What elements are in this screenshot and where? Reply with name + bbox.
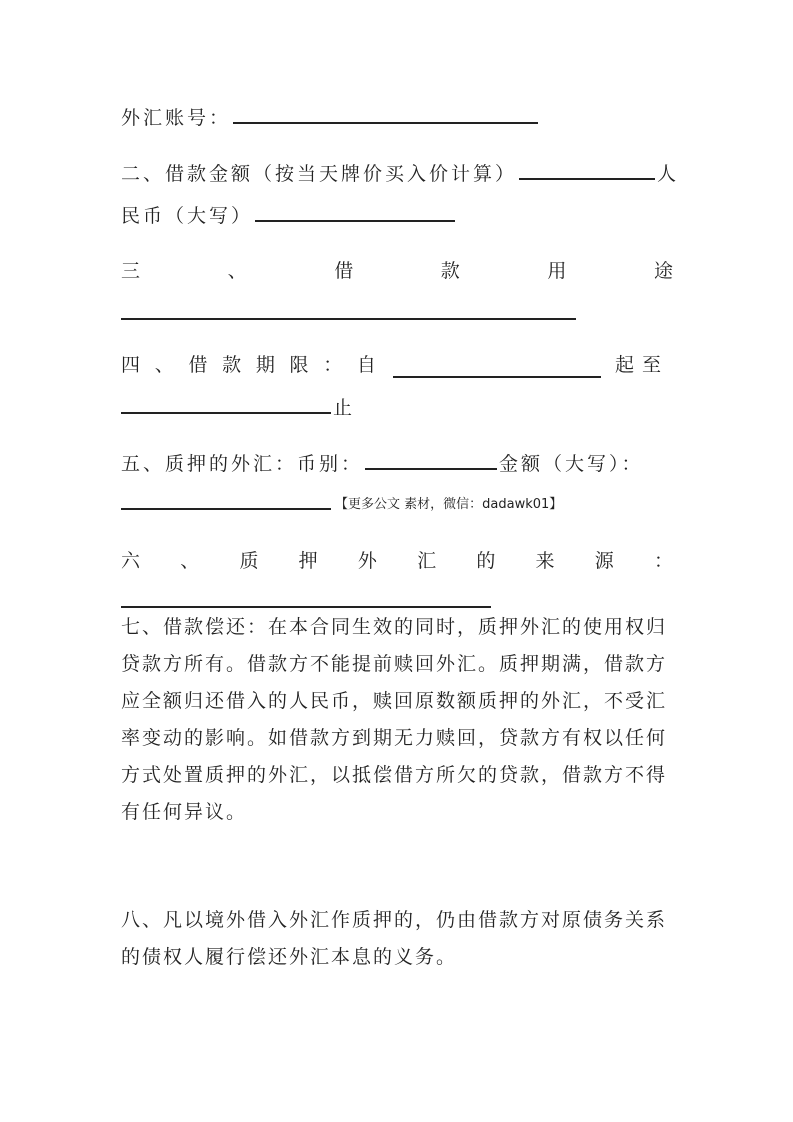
purpose-line xyxy=(121,258,673,284)
source-char: 的 xyxy=(476,550,496,572)
term-label xyxy=(121,352,379,378)
amount-rmb-blank xyxy=(255,202,455,222)
pledge-amount-label: 金额（大写）： xyxy=(499,453,644,475)
term-end-line xyxy=(121,394,673,421)
promo-note: 【更多公文 素材，微信：dadawk01】 xyxy=(335,497,563,512)
source-char: 押 xyxy=(298,550,318,572)
amount-line xyxy=(121,160,680,187)
term-char: ： xyxy=(323,354,346,376)
account-label: 外汇账号： xyxy=(121,107,232,129)
term-start-blank xyxy=(393,358,601,378)
source-char: 质 xyxy=(239,550,259,572)
source-blank xyxy=(121,588,491,608)
paragraph-line: 方式处置质押的外汇，以抵偿借方所欠的贷款，借款方不得 xyxy=(121,764,668,786)
term-char: 、 xyxy=(154,354,177,376)
pledge-amount-blank xyxy=(121,490,331,510)
paragraph-line: 八、凡以境外借入外汇作质押的，仍由借款方对原债务关系 xyxy=(121,909,668,931)
term-char: 自 xyxy=(356,354,379,376)
term-to-label: 起至 xyxy=(615,354,670,376)
amount-blank xyxy=(519,160,655,180)
term-end-label: 止 xyxy=(333,397,356,419)
source-char: 汇 xyxy=(417,550,437,572)
currency-blank xyxy=(365,450,497,470)
purpose-char: 借 xyxy=(334,260,354,282)
pledge-line xyxy=(121,450,673,477)
paragraph-line: 率变动的影响。如借款方到期无力赎回，贷款方有权以任何 xyxy=(121,727,668,749)
paragraph-line: 的债权人履行偿还外汇本息的义务。 xyxy=(121,946,458,968)
paragraph-line: 七、借款偿还：在本合同生效的同时，质押外汇的使用权归 xyxy=(121,616,668,638)
repayment-paragraph xyxy=(121,609,677,831)
amount-rmb-line xyxy=(121,202,673,229)
paragraph-line: 贷款方所有。借款方不能提前赎回外汇。质押期满，借款方 xyxy=(121,653,668,675)
source-char: 、 xyxy=(180,550,200,572)
account-line xyxy=(121,104,673,131)
term-char: 四 xyxy=(121,354,144,376)
purpose-char: 、 xyxy=(227,260,247,282)
purpose-char: 用 xyxy=(547,260,567,282)
source-char: 源 xyxy=(594,550,614,572)
purpose-char: 途 xyxy=(653,260,673,282)
purpose-char: 三 xyxy=(121,260,141,282)
purpose-blank xyxy=(121,300,576,320)
account-blank xyxy=(233,104,538,124)
amount-label: 二、借款金额（按当天牌价买入价计算） xyxy=(121,163,518,185)
term-char: 期 xyxy=(255,354,278,376)
amount-rmb-label: 民币（大写） xyxy=(121,205,254,227)
term-end-blank xyxy=(121,394,331,414)
source-char: 六 xyxy=(121,550,141,572)
amount-unit-start: 人 xyxy=(657,163,680,185)
source-line xyxy=(121,548,673,574)
source-char: 外 xyxy=(357,550,377,572)
term-line xyxy=(121,352,673,378)
paragraph-line: 有任何异议。 xyxy=(121,801,248,823)
pledge-label: 五、质押的外汇：币别： xyxy=(121,453,364,475)
overseas-paragraph xyxy=(121,902,677,976)
term-char: 限 xyxy=(289,354,312,376)
purpose-blank-line xyxy=(121,300,673,327)
pledge-amount-line xyxy=(121,490,673,518)
term-char: 借 xyxy=(188,354,211,376)
purpose-char: 款 xyxy=(440,260,460,282)
term-char: 款 xyxy=(222,354,245,376)
source-char: ： xyxy=(653,550,673,572)
paragraph-line: 应全额归还借入的人民币，赎回原数额质押的外汇，不受汇 xyxy=(121,690,668,712)
source-char: 来 xyxy=(535,550,555,572)
